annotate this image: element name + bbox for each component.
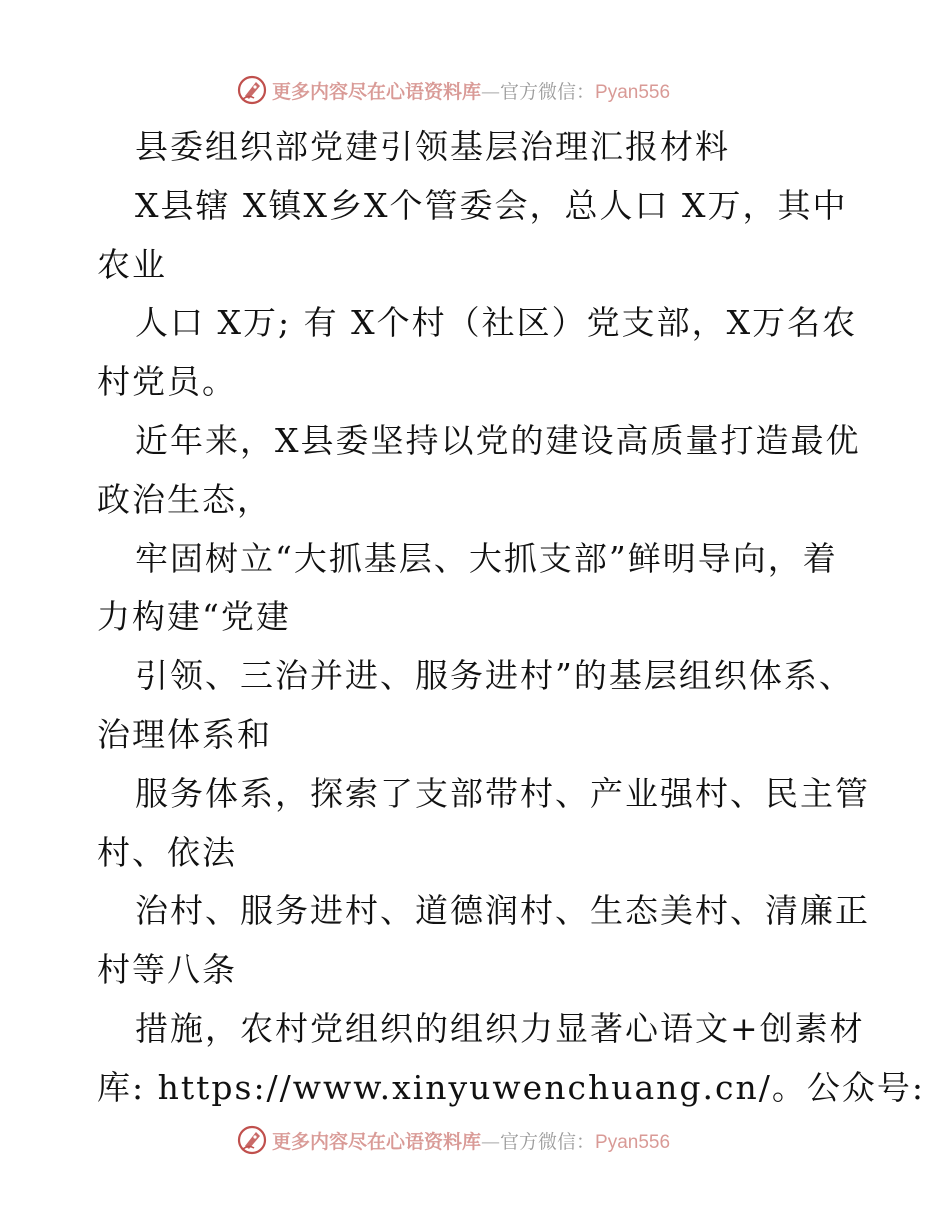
text-line: 服务体系，探索了支部带村、产业强村、民主管 [135,773,870,813]
watermark-wechat-id: Pyan556 [595,1131,671,1153]
text-line: 治理体系和 [97,714,272,754]
text-line: 政治生态， [97,479,272,519]
text-line: X县辖 X镇X乡X个管委会，总人口 X万，其中 [135,185,848,225]
watermark-dash: — [481,80,501,103]
text-line: 引领、三治并进、服务进村”的基层组织体系、 [135,656,854,696]
watermark-wechat-id: Pyan556 [595,81,671,103]
pen-nib-seal-icon [236,1124,268,1156]
pen-nib-seal-icon [236,74,268,106]
text-line: 近年来，X县委坚持以党的建设高质量打造最优 [135,420,861,460]
watermark-main-text: 更多内容尽在心语资料库 [272,1130,482,1153]
watermark-wechat-label: 官方微信： [500,1130,596,1153]
text-line: 库: https://www.xinyuwenchuang.cn/。公众号: [97,1067,925,1107]
text-line: 村党员。 [97,362,237,402]
text-line: 农业 [97,244,167,284]
text-line: 措施，农村党组织的组织力显著心语文+创素材 [135,1008,865,1048]
text-line: 人口 X万; 有 X个村（社区）党支部，X万名农 [135,303,858,343]
watermark-header [236,74,670,106]
document-title: 县委组织部党建引领基层治理汇报材料 [135,127,730,166]
text-line: 牢固树立“大抓基层、大抓支部”鲜明导向，着 [135,538,838,578]
text-line: 力构建“党建 [97,597,291,637]
text-line: 治村、服务进村、道德润村、生态美村、清廉正 [135,891,870,931]
text-line: 村等八条 [97,950,237,990]
watermark-wechat-label: 官方微信： [500,80,596,103]
text-line: 村、依法 [97,832,237,872]
watermark-footer [236,1124,670,1156]
document-body [97,118,925,1118]
watermark-dash: — [481,1130,501,1153]
watermark-main-text: 更多内容尽在心语资料库 [272,80,482,103]
